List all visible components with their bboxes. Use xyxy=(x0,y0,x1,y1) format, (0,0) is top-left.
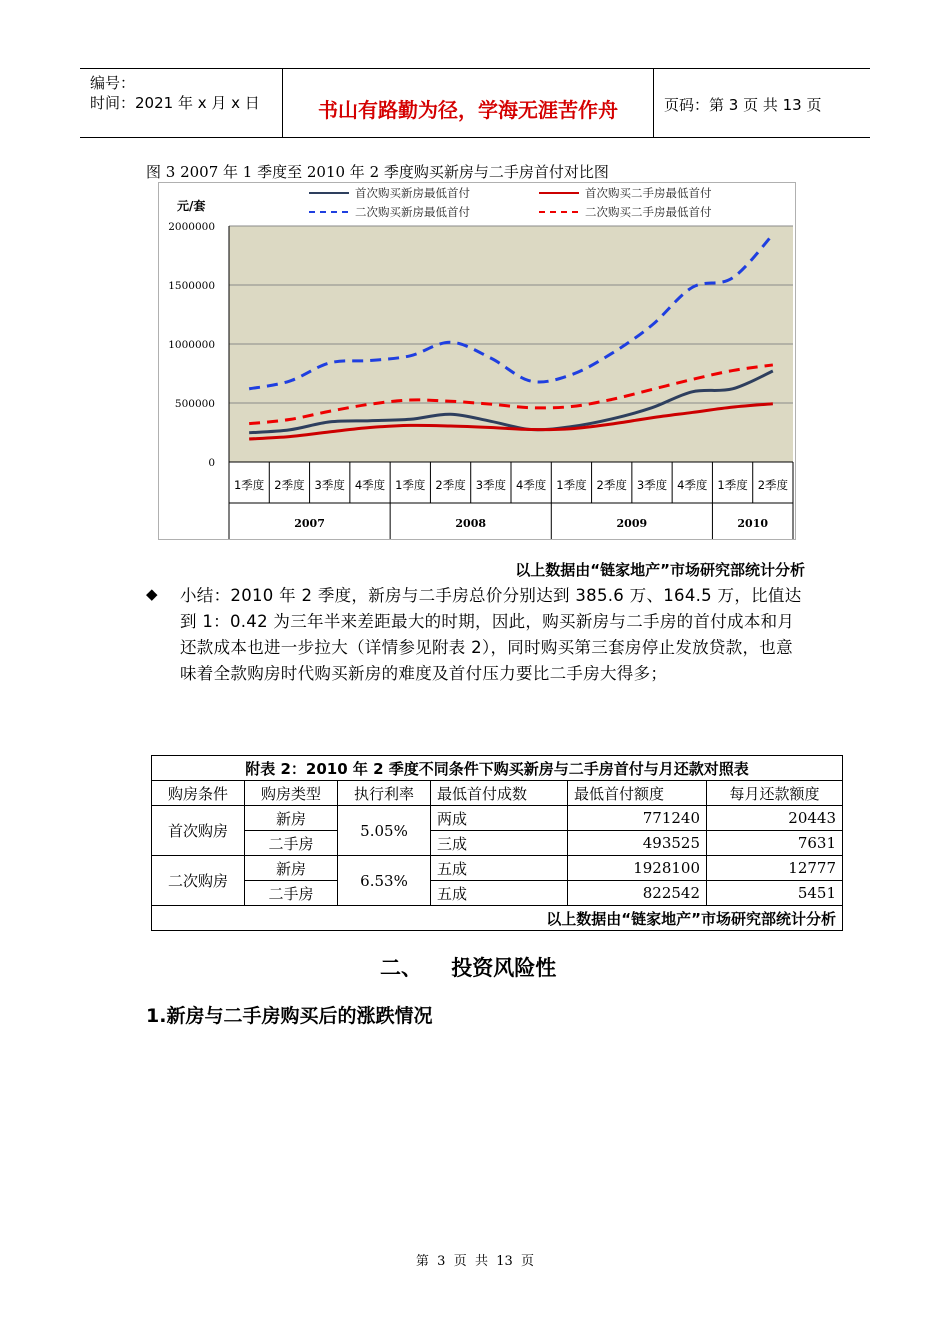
ratio-cell: 两成 xyxy=(431,806,568,831)
table-header-cell: 最低首付成数 xyxy=(431,781,568,806)
page-footer: 第 3 页 共 13 页 xyxy=(415,1254,535,1269)
table-header-cell: 执行利率 xyxy=(338,781,431,806)
header-page-number: 页码：第 3 页 共 13 页 xyxy=(664,96,822,114)
type-cell: 二手房 xyxy=(245,881,338,906)
summary-paragraph: 小结：2010 年 2 季度，新房与二手房总价分别达到 385.6 万、164.5 万，比值达到 1：0.42 为三年半来差距最大的时期，因此，购买新房与二手房的首付成本和月还款成本也进一步拉大（详情参见附表 2），同时购买第三套房停止发放贷款，也意味着全款购房时代购买新房的难度及首付压力要比二手房大得多； xyxy=(180,586,802,683)
legend-label: 二次购买二手房最低首付 xyxy=(585,205,712,219)
x-tick-label: 1季度 xyxy=(233,478,265,492)
header-date: 时间：2021 年 x 月 x 日 xyxy=(90,94,260,112)
table-source-note: 以上数据由“链家地产”市场研究部统计分析 xyxy=(152,906,843,931)
down-payment-cell: 822542 xyxy=(568,881,707,906)
comparison-table xyxy=(151,755,843,931)
ratio-cell: 三成 xyxy=(431,831,568,856)
condition-cell: 首次购房 xyxy=(152,806,245,856)
table-row xyxy=(152,856,843,881)
ratio-cell: 五成 xyxy=(431,881,568,906)
y-tick-label: 500000 xyxy=(174,398,215,410)
chart-source-note: 以上数据由“链家地产”市场研究部统计分析 xyxy=(515,561,805,579)
condition-cell: 二次购房 xyxy=(152,856,245,906)
x-tick-label: 3季度 xyxy=(314,478,345,492)
y-axis-label: 元/套 xyxy=(177,199,206,213)
type-cell: 新房 xyxy=(245,856,338,881)
rate-cell: 5.05% xyxy=(338,806,431,856)
header-divider xyxy=(653,69,654,137)
legend-label: 二次购买新房最低首付 xyxy=(355,205,470,219)
y-tick-label: 2000000 xyxy=(168,221,215,233)
down-payment-cell: 1928100 xyxy=(568,856,707,881)
x-tick-label: 1季度 xyxy=(395,478,426,492)
subsection-heading: 1.新房与二手房购买后的涨跌情况 xyxy=(146,1005,433,1027)
legend-label: 首次购买新房最低首付 xyxy=(355,186,470,200)
table-header-cell: 购房类型 xyxy=(245,781,338,806)
x-tick-label: 3季度 xyxy=(636,478,668,492)
type-cell: 新房 xyxy=(245,806,338,831)
down-payment-cell: 771240 xyxy=(568,806,707,831)
rate-cell: 6.53% xyxy=(338,856,431,906)
table-header-cell: 购房条件 xyxy=(152,781,245,806)
figure-title: 图 3 2007 年 1 季度至 2010 年 2 季度购买新房与二手房首付对比图 xyxy=(146,163,609,181)
legend-label: 首次购买二手房最低首付 xyxy=(585,186,712,200)
chart-svg xyxy=(159,183,795,539)
year-label: 2010 xyxy=(737,517,769,530)
monthly-cell: 5451 xyxy=(707,881,843,906)
ratio-cell: 五成 xyxy=(431,856,568,881)
x-tick-label: 4季度 xyxy=(354,478,386,492)
table-caption: 附表 2：2010 年 2 季度不同条件下购买新房与二手房首付与月还款对照表 xyxy=(152,756,843,781)
table-row xyxy=(152,881,843,906)
year-label: 2007 xyxy=(294,517,325,530)
y-tick-label: 1000000 xyxy=(168,339,215,351)
monthly-cell: 7631 xyxy=(707,831,843,856)
x-tick-label: 2季度 xyxy=(757,478,789,492)
table-row xyxy=(152,831,843,856)
y-tick-label: 0 xyxy=(208,457,215,469)
header-motto: 书山有路勤为径，学海无涯苦作舟 xyxy=(318,98,618,122)
type-cell: 二手房 xyxy=(245,831,338,856)
table-header-row xyxy=(152,781,843,806)
x-tick-label: 1季度 xyxy=(717,478,748,492)
y-tick-label: 1500000 xyxy=(168,280,215,292)
down-payment-cell: 493525 xyxy=(568,831,707,856)
section-heading: 二、 投资风险性 xyxy=(380,956,557,980)
year-label: 2009 xyxy=(616,517,648,530)
x-tick-label: 2季度 xyxy=(435,478,466,492)
table-row xyxy=(152,806,843,831)
down-payment-chart xyxy=(158,182,796,540)
x-tick-label: 2季度 xyxy=(274,478,305,492)
table-header-cell: 每月还款额度 xyxy=(707,781,843,806)
table-header-cell: 最低首付额度 xyxy=(568,781,707,806)
x-tick-label: 2季度 xyxy=(596,478,627,492)
x-tick-label: 3季度 xyxy=(475,478,507,492)
x-tick-label: 4季度 xyxy=(515,478,547,492)
x-tick-label: 1季度 xyxy=(556,478,587,492)
x-tick-label: 4季度 xyxy=(677,478,708,492)
year-label: 2008 xyxy=(455,517,487,530)
monthly-cell: 20443 xyxy=(707,806,843,831)
header-code: 编号： xyxy=(90,74,136,92)
monthly-cell: 12777 xyxy=(707,856,843,881)
bullet-icon: ◆ xyxy=(146,585,158,603)
